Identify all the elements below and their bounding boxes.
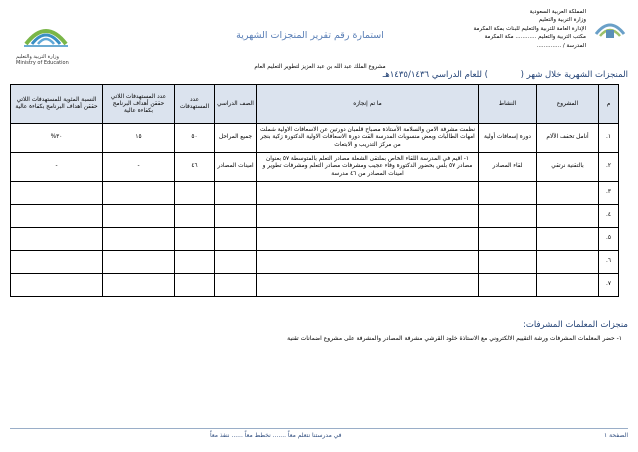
cell-num: ١. — [599, 124, 619, 153]
page-number: الصفحة ١ — [604, 432, 628, 439]
cell-num: ٦. — [599, 251, 619, 274]
cell-num: ٥. — [599, 228, 619, 251]
cell-project: بالتقنية نرتقي — [537, 153, 599, 182]
main-title-text: المنجزات الشهرية خلال شهر ( — [520, 70, 628, 80]
cell-num: ٧. — [599, 274, 619, 297]
year-text: ) للعام الدراسي ١٤٣٥/١٤٣٦هـ — [382, 70, 488, 80]
header-grade: الصف الدراسي — [215, 85, 257, 124]
table-row-empty — [11, 228, 619, 251]
cell-num: ٤. — [599, 205, 619, 228]
cell-num: ٣. — [599, 182, 619, 205]
project-logo — [592, 12, 628, 42]
footer-divider — [10, 428, 628, 429]
kingdom-text: المملكة العربية السعودية — [529, 9, 586, 15]
cell-done: نظمت مشرفة الامن والسلامة الأستاذة مصباح قلمبان دورتين عن الاسعافات الاولية شملت امهات الطالبات وبعض منسوبات المدرسة القت دورة الاسعافات الاولية الدكتورة زكية بنجر من مركز التدريب و الابتعاث — [257, 124, 479, 153]
cell-beneficiaries: ٤٦ — [175, 153, 215, 182]
table-row — [11, 153, 619, 182]
cell-percent: - — [11, 153, 103, 182]
cell-beneficiaries: ٥٠ — [175, 124, 215, 153]
ministry-logo-en: Ministry of Education — [16, 60, 69, 66]
project-line: مشروع الملك عبد الله بن عبد العزيز لتطوير التعليم العام — [254, 64, 386, 70]
header-num: م — [599, 85, 619, 124]
directorate-text: الإدارة العامة للتربية والتعليم للبنات بمكة المكرمة — [473, 25, 586, 32]
header-project: المشروع — [537, 85, 599, 124]
achievements-table — [10, 84, 619, 297]
cell-activity: دورة إسعافات أولية — [479, 124, 537, 153]
footer — [10, 432, 628, 442]
office-text: مكتب التربية والتعليم ............ مكة المكرمة — [484, 34, 586, 41]
ministry-text: وزارة التربية والتعليم — [538, 17, 586, 24]
cell-percent: ٣٠% — [11, 124, 103, 153]
school-text: المدرسة / .............. — [536, 42, 586, 49]
table-header-row — [11, 85, 619, 124]
ministry-logo — [16, 12, 76, 70]
form-title: استمارة رقم تقرير المنجزات الشهرية — [236, 30, 384, 41]
cell-grade: جميع المراحل — [215, 124, 257, 153]
header-done: ما تم إنجازه — [257, 85, 479, 124]
table-row-empty — [11, 182, 619, 205]
table-row-empty — [11, 274, 619, 297]
teachers-section-line: ١- حضر المعلمات المشرفات ورشة التقييم الالكتروني مع الاستاذة خلود القرشي مشرفة المصادر والمشرفة على مشروع اضمانات تقنية — [287, 335, 622, 342]
cell-num: ٢. — [599, 153, 619, 182]
cell-achieved: ١٥ — [103, 124, 175, 153]
header-percent: النسبة المئوية للمستهدفات اللاتي حققن أهداف البرنامج بكفاءة عالية — [11, 85, 103, 124]
cell-grade: امينات المصادر — [215, 153, 257, 182]
cell-achieved: - — [103, 153, 175, 182]
cell-project: أنامل تخفف الآلام — [537, 124, 599, 153]
table-row-empty — [11, 251, 619, 274]
ministry-logo-ar: وزارة التربية والتعليم — [16, 54, 59, 60]
table-row — [11, 124, 619, 153]
table-row-empty — [11, 205, 619, 228]
cell-activity: لقاء المصادر — [479, 153, 537, 182]
cell-done: ١- اقيم في المدرسة اللقاء الخاص بملتقى الشعلة مصادر التعلم بالمتوسطة ٥٧ بعنوان مصادر ٥٧ بلس بحضور الدكتورة وفاء عجيب ومشرفات مصادر التعلم ومشرفات تطوير و امينات المصادر من ٤٦ مدرسة — [257, 153, 479, 182]
header-activity: النشاط — [479, 85, 537, 124]
footer-slogan: في مدرستنا نتعلم معاً ....... نخطط معاً ...... ننفذ معاً — [210, 432, 342, 439]
teachers-section-title: منجزات المعلمات المشرفات: — [522, 320, 628, 330]
header-beneficiaries: عدد المستهدفات — [175, 85, 215, 124]
header-achieved: عدد المستهدفات اللاتي حققن أهداف البرنامج بكفاءة عالية — [103, 85, 175, 124]
